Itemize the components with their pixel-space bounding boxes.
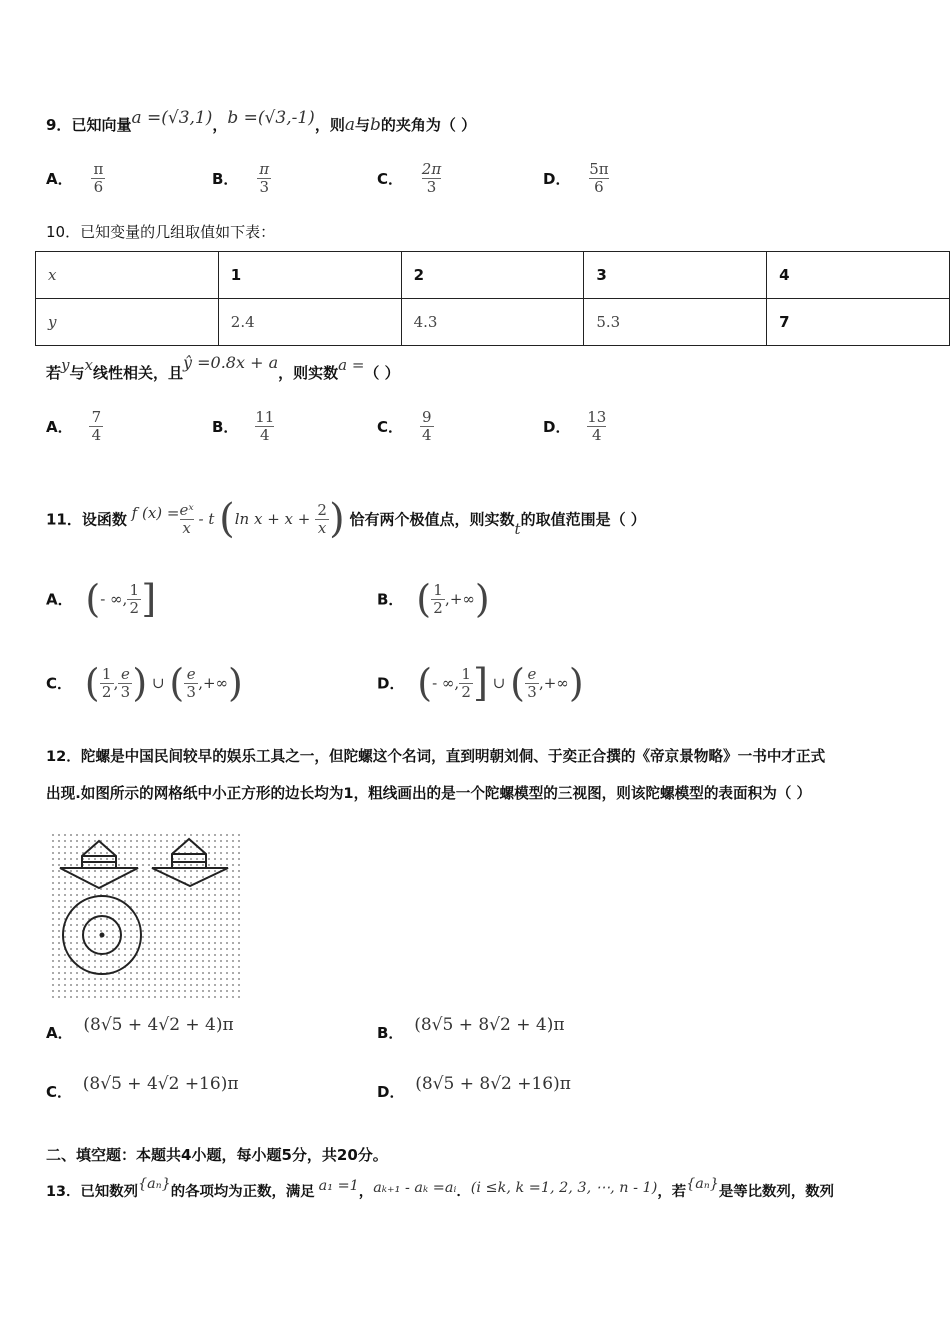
table-cell: y: [36, 299, 219, 346]
q11-option-d-post: ,+∞: [538, 674, 569, 692]
q11-option-d-fraction-2: [525, 666, 539, 701]
paren-open: (: [416, 577, 432, 621]
q10-cond-2: 与: [69, 364, 85, 382]
frac-num: 1: [101, 664, 112, 683]
q11-ex-fraction: [180, 502, 194, 537]
q13-number: 13．: [46, 1184, 81, 1200]
q9-option-c-fraction: [422, 161, 441, 196]
table-cell: x: [36, 252, 219, 299]
table-cell: 3: [584, 252, 767, 299]
q10-x: x: [84, 356, 93, 374]
q11-option-d[interactable]: [377, 661, 584, 705]
frac-den: 6: [93, 178, 104, 196]
q11-minus-t: ‑ t: [198, 510, 215, 528]
q9-option-c-label: C．: [377, 170, 404, 188]
section-title: 二、填空题：本题共4小题，每小题5分，共20分。: [46, 1146, 388, 1164]
frac-num: π: [93, 160, 104, 178]
frac-den: 3: [259, 178, 269, 196]
q11-option-b-label: B．: [377, 590, 404, 609]
q11-t: t: [514, 520, 521, 538]
comma: ,: [113, 674, 119, 692]
q9-a: a: [344, 115, 355, 135]
q11-option-c-post: ,+∞: [198, 674, 229, 692]
frac-num: eˣ: [179, 500, 194, 519]
frac-den: x: [317, 518, 327, 537]
q12-line-2: 出现.如图所示的网格纸中小正方形的边长均为1，粗线画出的是一个陀螺模型的三视图，则该陀螺模型的表面积为（ ）: [46, 785, 812, 802]
q11-option-a-label: A．: [46, 590, 73, 609]
frac-den: 4: [592, 426, 602, 444]
q12-option-c-label: C．: [46, 1083, 73, 1101]
frac-num: e: [186, 664, 196, 683]
q10-option-c-fraction: [420, 409, 434, 444]
q12-option-c-expr: (8√5 + 4√2 +16)π: [82, 1074, 239, 1094]
q12-option-a[interactable]: [46, 1015, 234, 1043]
q10-option-b-label: B．: [212, 418, 239, 436]
q10-regression: ŷ =0.8x + a: [183, 353, 279, 372]
q12-option-b-label: B．: [377, 1024, 404, 1042]
frac-num: π: [259, 160, 270, 178]
q11-number: 11．: [46, 510, 82, 529]
table-cell: 4.3: [401, 299, 584, 346]
q9-vector-b: b =(√3,‑1): [227, 108, 315, 128]
q9-stem-mid: ，则: [314, 116, 345, 134]
frac-num: 5π: [589, 160, 609, 178]
frac-num: 1: [129, 580, 140, 599]
q9-option-c[interactable]: [377, 161, 441, 196]
q13-mid1: 的各项均为正数，满足: [170, 1184, 315, 1200]
q13-recurrence: aₖ₊₁ ‑ aₖ =aᵢ: [373, 1180, 457, 1196]
q10-option-a[interactable]: [46, 409, 103, 444]
q13-stem: [46, 1176, 834, 1201]
q13-end: 是等比数列，数列: [718, 1184, 834, 1200]
paren-close: ): [132, 661, 148, 705]
frac-den: 4: [91, 426, 102, 444]
q11-option-b-post: ,+∞: [445, 590, 475, 608]
q10-option-d[interactable]: [543, 409, 606, 444]
q9-option-b-fraction: [257, 161, 271, 196]
q10-option-c[interactable]: [377, 409, 434, 444]
q11-option-c-label: C．: [46, 674, 73, 693]
frac-den: 3: [186, 682, 196, 701]
q11-option-b[interactable]: [377, 577, 490, 621]
q12-option-d[interactable]: [377, 1074, 571, 1102]
q10-cond-1: 若: [46, 364, 62, 382]
frac-den: 2: [101, 682, 112, 701]
table-cell: 7: [767, 299, 950, 346]
q12-option-a-label: A．: [46, 1024, 73, 1042]
q11-option-c-fraction-1: [100, 666, 114, 701]
frac-num: 2: [317, 500, 327, 519]
q10-stem-text: 已知变量的几组取值如下表：: [80, 223, 276, 241]
q11-option-a-pre: ‑ ∞,: [100, 590, 128, 608]
grid-paper: [48, 830, 242, 998]
q10-option-a-label: A．: [46, 418, 73, 436]
q11-option-c-fraction-2: [118, 666, 132, 701]
q12-option-d-expr: (8√5 + 8√2 +16)π: [415, 1074, 571, 1094]
q12-option-c[interactable]: [46, 1074, 239, 1102]
q12-option-b[interactable]: [377, 1015, 565, 1043]
q9-number: 9．: [46, 116, 72, 134]
paren-close: ): [474, 577, 490, 621]
q9-comma: ，: [212, 116, 228, 134]
table-cell: 1: [218, 252, 401, 299]
q11-stem-pre: 设函数: [81, 510, 127, 529]
table-cell: 5.3: [584, 299, 767, 346]
q11-option-d-pre: ‑ ∞,: [432, 674, 460, 692]
q11-f-lhs: f (x) =: [131, 504, 180, 522]
frac-den: 4: [259, 426, 270, 444]
q9-option-d-fraction: [589, 161, 608, 196]
q12-option-d-label: D．: [377, 1083, 405, 1101]
paren-open: (: [510, 661, 525, 705]
frac-num: 7: [91, 408, 102, 426]
frac-num: e: [120, 664, 130, 683]
q11-option-d-fraction-1: [459, 666, 473, 701]
q9-option-d-label: D．: [543, 170, 571, 188]
q13-seq: {aₙ}: [138, 1176, 171, 1192]
q11-left-paren: (: [219, 496, 235, 542]
q10-cond-3: 线性相关，且: [92, 364, 183, 382]
q9-option-a-label: A．: [46, 170, 73, 188]
q10-cond-5: （ ）: [364, 364, 400, 382]
paren-open: (: [84, 661, 100, 705]
q11-option-b-fraction: [431, 582, 445, 617]
q9-option-b[interactable]: [212, 161, 271, 196]
frac-den: 2: [129, 598, 140, 617]
q12-option-b-expr: (8√5 + 8√2 + 4)π: [414, 1015, 565, 1035]
q12-option-a-expr: (8√5 + 4√2 + 4)π: [83, 1015, 234, 1035]
frac-den: 6: [594, 178, 604, 196]
q9-option-d[interactable]: [543, 161, 609, 196]
bracket-close: ]: [141, 577, 157, 621]
paren-open: (: [169, 661, 185, 705]
paren-close: ): [568, 661, 584, 705]
frac-num: e: [527, 664, 537, 683]
q11-option-a[interactable]: [46, 577, 156, 621]
q9-option-b-label: B．: [212, 170, 239, 188]
q9-option-a[interactable]: [46, 161, 105, 196]
q13-dot: ．: [456, 1184, 471, 1200]
frac-num: 11: [255, 408, 275, 426]
q9-option-a-fraction: [91, 161, 105, 196]
q10-cond-4: ，则实数: [278, 364, 339, 382]
q9-b: b: [369, 115, 381, 135]
frac-den: 3: [120, 682, 131, 701]
frac-num: 9: [422, 408, 432, 426]
frac-den: 2: [433, 598, 443, 617]
union-symbol: ∪: [152, 674, 165, 692]
q11-option-a-fraction: [127, 582, 141, 617]
q10-table: [35, 251, 950, 346]
q10-option-b-fraction: [255, 409, 274, 444]
paren-open: (: [85, 577, 101, 621]
q13-seq2: {aₙ}: [686, 1176, 719, 1192]
q10-a-eq: a =: [338, 356, 365, 374]
frac-den: 2: [461, 682, 471, 701]
q10-number: 10．: [46, 223, 81, 241]
paren-open: (: [417, 661, 433, 705]
frac-den: 3: [426, 178, 437, 196]
q10-stem: [46, 221, 275, 242]
q10-option-d-label: D．: [543, 418, 571, 436]
bracket-close: ]: [473, 661, 488, 705]
q11-stem: [46, 496, 646, 542]
q11-right-paren: ): [329, 496, 345, 542]
q13-a1: a₁ =1: [318, 1178, 359, 1194]
q13-mid2: ，若: [657, 1184, 687, 1200]
q10-y: y: [61, 356, 70, 374]
table-cell: 2.4: [218, 299, 401, 346]
q10-option-b[interactable]: [212, 409, 274, 444]
frac-num: 1: [433, 580, 443, 599]
q11-option-c[interactable]: [46, 661, 243, 705]
q9-stem: [46, 108, 477, 135]
union-symbol: ∪: [492, 674, 506, 692]
q11-stem-post: 恰有两个极值点，则实数: [349, 510, 515, 529]
q9-stem-post: 的夹角为（ ）: [380, 116, 477, 134]
q9-vector-a: a =(√3,1): [131, 108, 213, 128]
frac-den: 3: [527, 682, 537, 701]
q12-line-1: 12．陀螺是中国民间较早的娱乐工具之一，但陀螺这个名词，直到明朝刘侗、于奕正合撰的《帝京景物略》一书中才正式: [46, 748, 826, 765]
q11-two-over-x: [315, 502, 329, 537]
q13-pre: 已知数列: [80, 1184, 138, 1200]
q11-option-c-fraction-3: [184, 666, 198, 701]
table-row: [36, 252, 950, 299]
frac-num: 2π: [421, 160, 442, 178]
q11-ln-part: ln x + x +: [234, 510, 311, 528]
table-row: [36, 299, 950, 346]
q9-stem-pre: 已知向量: [71, 116, 132, 134]
q13-comma: ，: [358, 1184, 374, 1200]
paren-close: ): [228, 661, 243, 705]
q11-stem-end: 的取值范围是（ ）: [520, 510, 646, 529]
table-cell: 4: [767, 252, 950, 299]
table-cell: 2: [401, 252, 584, 299]
q10-option-a-fraction: [89, 409, 103, 444]
frac-den: 4: [422, 426, 432, 444]
frac-num: 1: [461, 664, 471, 683]
q10-condition: [46, 353, 400, 383]
q10-option-d-fraction: [587, 409, 606, 444]
frac-den: x: [182, 518, 191, 537]
q13-condition: (i ≤k, k =1, 2, 3, ⋯, n ‑ 1): [470, 1180, 658, 1196]
q11-option-d-label: D．: [377, 674, 405, 693]
three-view-figure: [44, 826, 244, 1002]
q9-with: 与: [354, 116, 370, 134]
q10-option-c-label: C．: [377, 418, 404, 436]
frac-num: 13: [587, 408, 607, 426]
